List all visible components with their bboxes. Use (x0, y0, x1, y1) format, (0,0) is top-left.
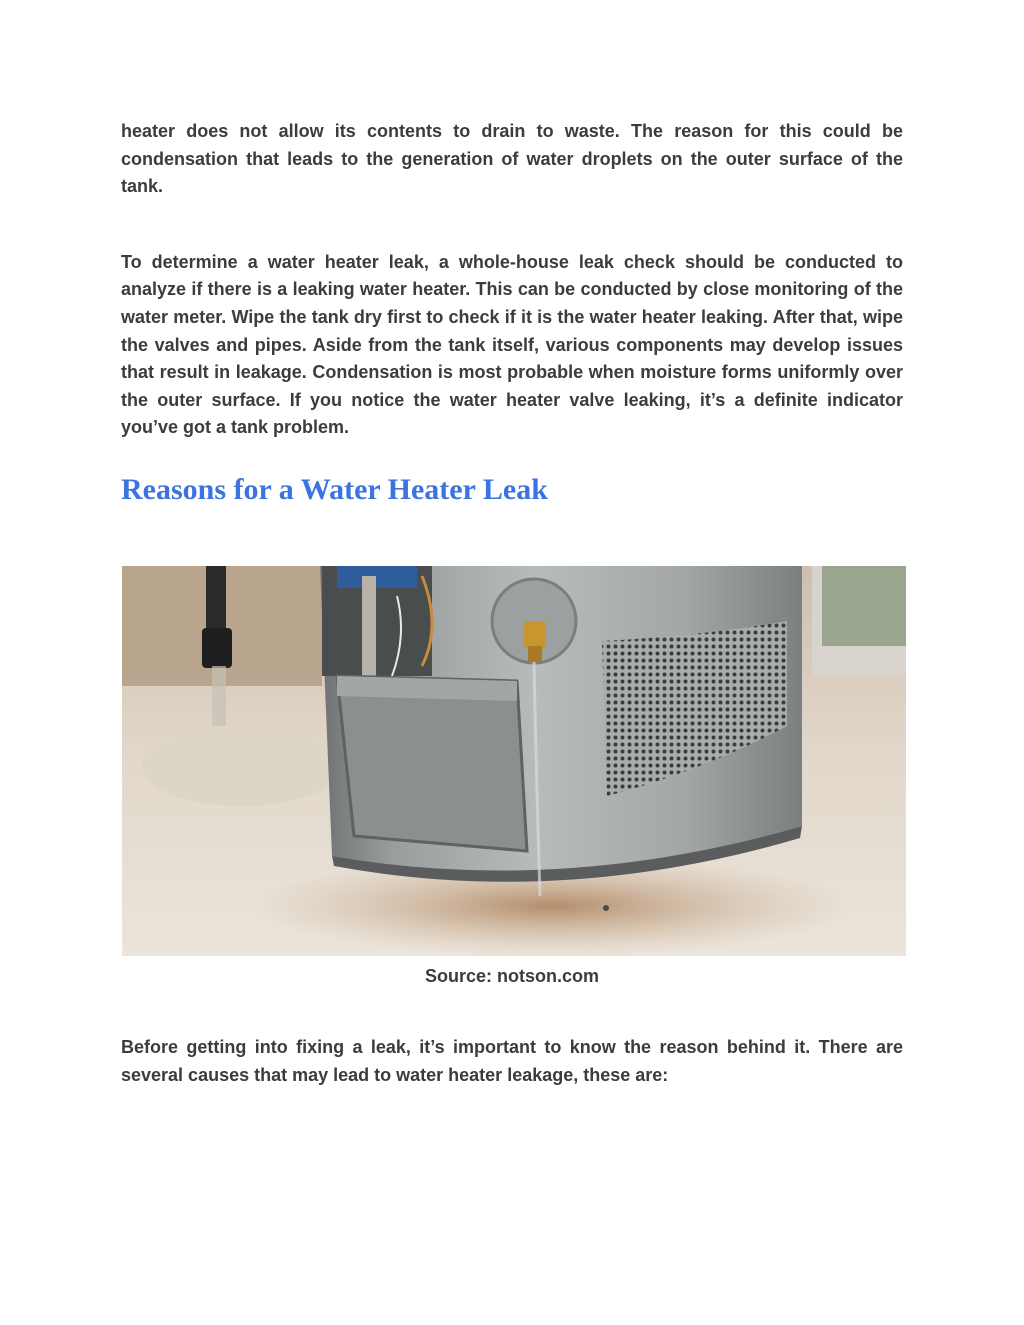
paragraph-causes-intro: Before getting into fixing a leak, it’s important to know the reason behind it. There are several causes that may lead to water heater leakage, these are: (121, 1036, 903, 1085)
document-page (121, 118, 903, 1089)
photo-caption: Source: notson.com (424, 965, 599, 986)
water-heater-photo (122, 566, 906, 956)
paragraph-leak-check: To determine a water heater leak, a whole-house leak check should be conducted to analyze if there is a leaking water heater. This can be conducted by close monitoring of the water meter. Wipe the tank dry first to check if it is the water heater leaking. After that, wipe the valves and pipes. Aside from the tank itself, various components may develop issues that result in leakage. Condensation is most probable when moisture forms uniformly over the outer surface. If you notice the water heater valve leaking, it’s a definite indicator you’ve got a tank problem. (121, 251, 903, 438)
paragraph-condensation: heater does not allow its contents to drain to waste. The reason for this could be condensation that leads to the generation of water droplets on the outer surface of the tank. (121, 121, 903, 197)
section-heading: Reasons for a Water Heater Leak (121, 472, 548, 506)
